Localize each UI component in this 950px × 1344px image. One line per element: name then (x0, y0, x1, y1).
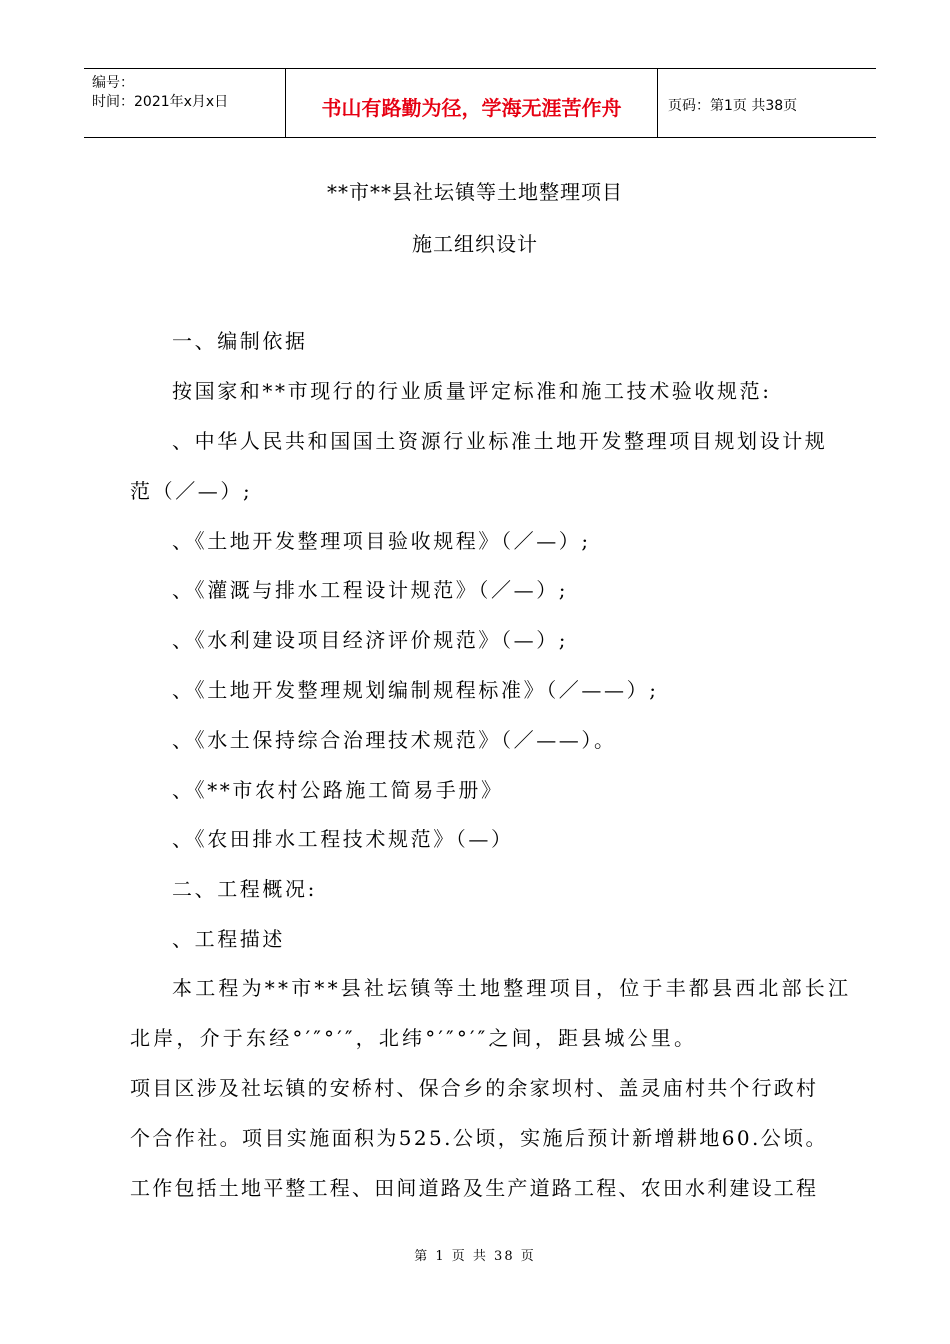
body-line: 、《土地开发整理项目验收规程》（／—）; (172, 529, 591, 553)
document-subtitle: 施工组织设计 (412, 232, 538, 256)
document-title: **市**县社坛镇等土地整理项目 (327, 180, 623, 204)
body-line: 本工程为**市**县社坛镇等土地整理项目，位于丰都县西北部长江 (172, 976, 852, 1000)
body-line: 按国家和**市现行的行业质量评定标准和施工技术验收规范: (172, 379, 772, 403)
section-heading-overview: 二、工程概况: (172, 877, 317, 901)
page-number-label: 页码：第1页 共38页 (668, 98, 798, 114)
body-line: 、中华人民共和国国土资源行业标准土地开发整理项目规划设计规 (172, 429, 828, 453)
body-line: 、《**市农村公路施工简易手册》 (172, 778, 504, 802)
body-line: 工作包括土地平整工程、田间道路及生产道路工程、农田水利建设工程 (130, 1176, 819, 1200)
body-line: 、《农田排水工程技术规范》（—） (172, 827, 514, 851)
body-line: 个合作社。项目实施面积为525.公顷，实施后预计新增耕地60.公顷。 (130, 1126, 828, 1150)
body-line: 范（／—）; (130, 479, 253, 503)
header-page-cell (658, 69, 876, 137)
serial-number-label: 编号： (92, 75, 134, 91)
body-line: 、《灌溉与排水工程设计规范》（／—）; (172, 578, 569, 602)
body-line: 、《水土保持综合治理技术规范》（／——）。 (172, 728, 617, 752)
page-footer: 第 1 页 共 38 页 (414, 1249, 536, 1264)
body-line: 、《土地开发整理规划编制规程标准》（／——）; (172, 678, 659, 702)
header-motto-cell (286, 69, 658, 137)
date-label: 时间：2021年x月x日 (92, 94, 229, 110)
motto-text: 书山有路勤为径，学海无涯苦作舟 (321, 95, 622, 120)
section-heading-basis: 一、编制依据 (172, 329, 308, 353)
body-line: 、《水利建设项目经济评价规范》（—）; (172, 628, 569, 652)
body-line: 北岸，介于东经°′″°′″，北纬°′″°′″之间，距县城公里。 (130, 1026, 698, 1050)
document-header (84, 68, 876, 138)
body-line: 项目区涉及社坛镇的安桥村、保合乡的余家坝村、盖灵庙村共个行政村 (130, 1076, 819, 1100)
subsection-heading: 、工程描述 (172, 927, 285, 951)
header-meta-cell (84, 69, 286, 137)
